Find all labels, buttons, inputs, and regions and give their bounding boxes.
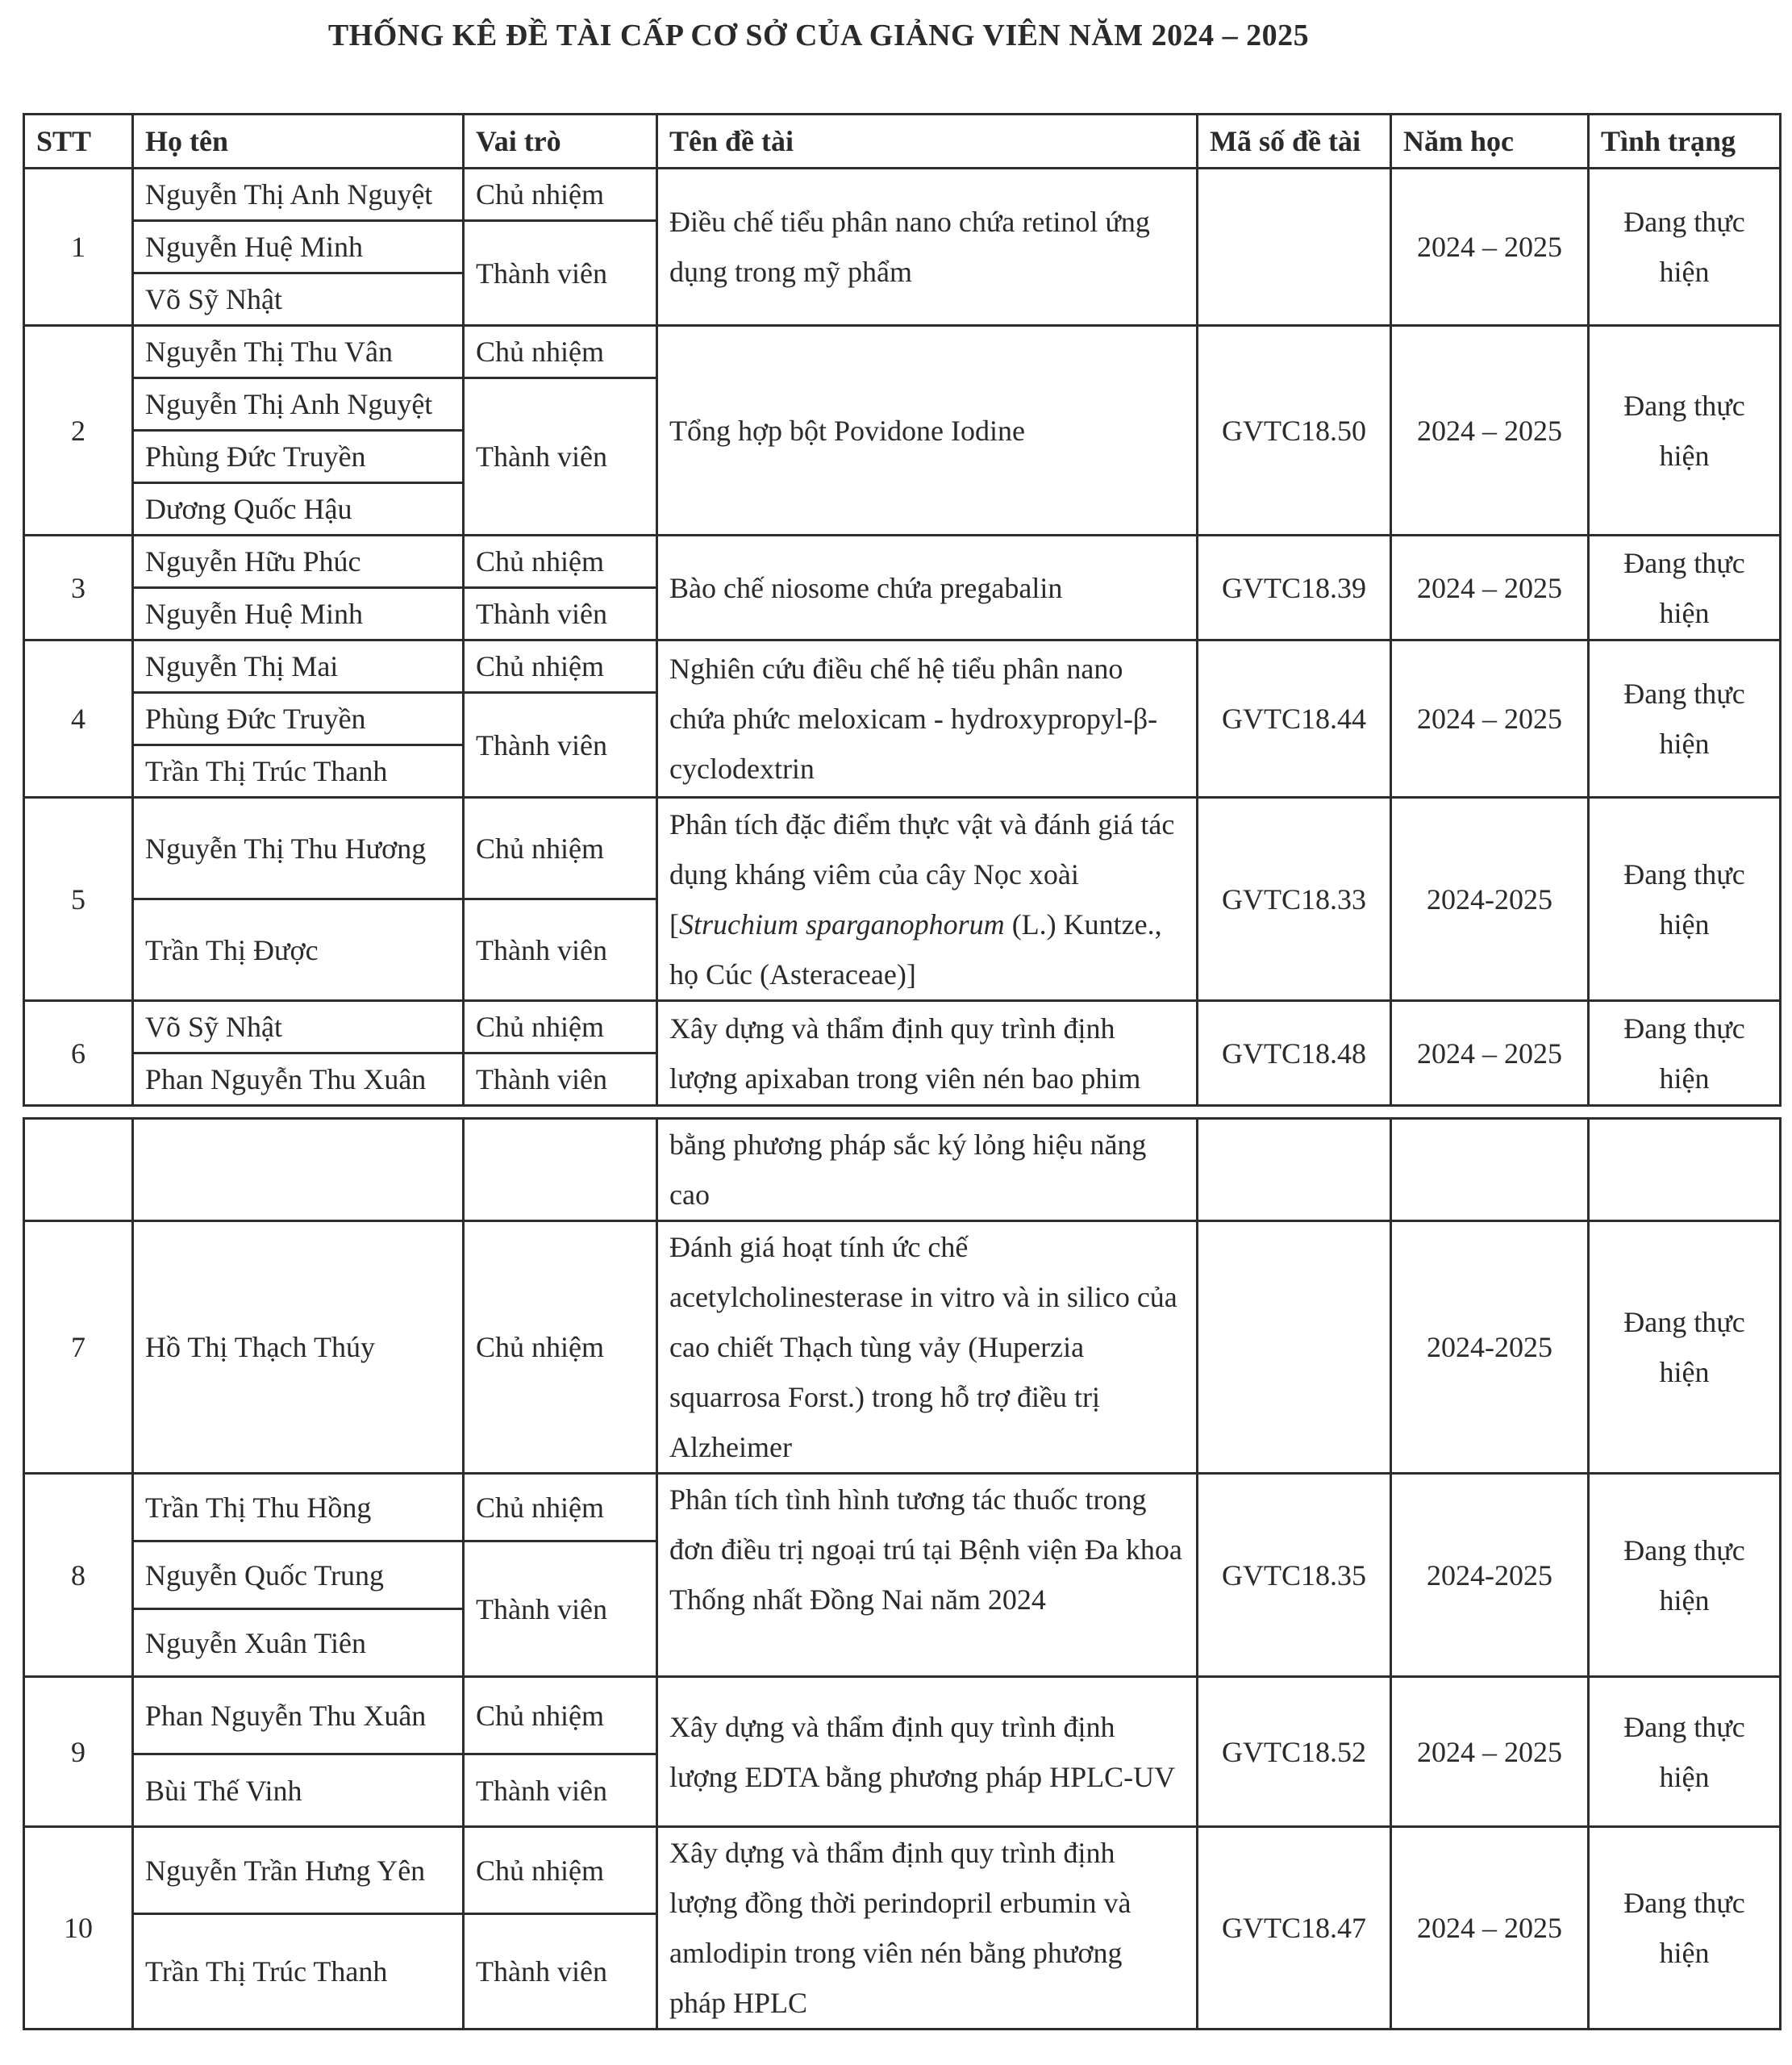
member-name: Hồ Thị Thạch Thúy	[133, 1221, 464, 1474]
table-row	[24, 1474, 1781, 1541]
member-role: Chủ nhiệm	[464, 640, 657, 693]
header-row	[24, 115, 1781, 169]
member-name: Phùng Đức Truyền	[133, 431, 464, 483]
stt-cell: 10	[24, 1827, 133, 2030]
year-cell: 2024 – 2025	[1391, 536, 1589, 640]
year-cell: 2024 – 2025	[1391, 1677, 1589, 1827]
stt-cell: 3	[24, 536, 133, 640]
topic-cell: bằng phương pháp sắc ký lỏng hiệu năng cao	[657, 1119, 1198, 1221]
research-table-part-2	[23, 1117, 1782, 2030]
member-name: Nguyễn Thị Thu Hương	[133, 798, 464, 899]
member-name: Nguyễn Thị Mai	[133, 640, 464, 693]
stt-cell: 7	[24, 1221, 133, 1474]
member-name: Dương Quốc Hậu	[133, 483, 464, 536]
member-role: Thành viên	[464, 221, 657, 326]
year-cell	[1391, 1119, 1589, 1221]
stt-cell	[24, 1119, 133, 1221]
topic-cell: Xây dựng và thẩm định quy trình định lượng đồng thời perindopril erbumin và amlodipin trong viên nén bằng phương pháp HPLC	[657, 1827, 1198, 2030]
table-row	[24, 1119, 1781, 1221]
member-name: Nguyễn Quốc Trung	[133, 1541, 464, 1609]
header-topic: Tên đề tài	[657, 115, 1198, 169]
header-code: Mã số đề tài	[1198, 115, 1391, 169]
member-role: Chủ nhiệm	[464, 169, 657, 221]
table-row	[24, 1221, 1781, 1474]
topic-text: Phân tích đặc điểm thực vật và đánh giá tác dụng kháng viêm của cây Nọc xoài [	[669, 807, 1175, 941]
status-cell: Đang thực hiện	[1589, 1827, 1781, 2030]
year-cell: 2024 – 2025	[1391, 1001, 1589, 1106]
code-cell: GVTC18.47	[1198, 1827, 1391, 2030]
year-cell: 2024 – 2025	[1391, 1827, 1589, 2030]
status-cell: Đang thực hiện	[1589, 798, 1781, 1001]
member-name: Võ Sỹ Nhật	[133, 1001, 464, 1053]
status-cell: Đang thực hiện	[1589, 536, 1781, 640]
member-role: Thành viên	[464, 1754, 657, 1827]
member-name: Trần Thị Trúc Thanh	[133, 745, 464, 798]
table-row	[24, 1677, 1781, 1754]
topic-cell: Điều chế tiểu phân nano chứa retinol ứng dụng trong mỹ phẩm	[657, 169, 1198, 326]
member-role: Thành viên	[464, 1053, 657, 1106]
code-cell: GVTC18.50	[1198, 326, 1391, 536]
year-cell: 2024 – 2025	[1391, 640, 1589, 798]
stt-cell: 1	[24, 169, 133, 326]
stt-cell: 2	[24, 326, 133, 536]
table-row	[24, 326, 1781, 378]
status-cell: Đang thực hiện	[1589, 1001, 1781, 1106]
member-role: Chủ nhiệm	[464, 1001, 657, 1053]
table-row	[24, 1001, 1781, 1053]
topic-cell: Phân tích tình hình tương tác thuốc trong đơn điều trị ngoại trú tại Bệnh viện Đa khoa Thống nhất Đồng Nai năm 2024	[657, 1474, 1198, 1677]
header-status: Tình trạng	[1589, 115, 1781, 169]
member-role: Chủ nhiệm	[464, 1474, 657, 1541]
member-role: Thành viên	[464, 378, 657, 536]
member-name: Trần Thị Được	[133, 899, 464, 1001]
stt-cell: 8	[24, 1474, 133, 1677]
member-role: Thành viên	[464, 693, 657, 798]
status-cell: Đang thực hiện	[1589, 1474, 1781, 1677]
code-cell	[1198, 169, 1391, 326]
topic-cell: Xây dựng và thẩm định quy trình định lượng apixaban trong viên nén bao phim	[657, 1001, 1198, 1106]
topic-cell: Xây dựng và thẩm định quy trình định lượng EDTA bằng phương pháp HPLC-UV	[657, 1677, 1198, 1827]
code-cell: GVTC18.52	[1198, 1677, 1391, 1827]
year-cell: 2024 – 2025	[1391, 169, 1589, 326]
member-role: Chủ nhiệm	[464, 1677, 657, 1754]
year-cell: 2024-2025	[1391, 1221, 1589, 1474]
table-row	[24, 640, 1781, 693]
topic-cell: Tổng hợp bột Povidone Iodine	[657, 326, 1198, 536]
header-role: Vai trò	[464, 115, 657, 169]
code-cell: GVTC18.39	[1198, 536, 1391, 640]
member-name: Nguyễn Trần Hưng Yên	[133, 1827, 464, 1914]
topic-cell: Bào chế niosome chứa pregabalin	[657, 536, 1198, 640]
code-cell: GVTC18.35	[1198, 1474, 1391, 1677]
member-role: Chủ nhiệm	[464, 798, 657, 899]
table-row	[24, 169, 1781, 221]
status-cell: Đang thực hiện	[1589, 169, 1781, 326]
code-cell: GVTC18.44	[1198, 640, 1391, 798]
member-role: Thành viên	[464, 1541, 657, 1677]
table-row	[24, 1827, 1781, 1914]
member-role: Thành viên	[464, 899, 657, 1001]
table-row	[24, 536, 1781, 588]
year-cell: 2024-2025	[1391, 1474, 1589, 1677]
member-name	[133, 1119, 464, 1221]
member-role: Chủ nhiệm	[464, 1221, 657, 1474]
topic-cell: Nghiên cứu điều chế hệ tiểu phân nano chứa phức meloxicam - hydroxypropyl-β-cyclodextrin	[657, 640, 1198, 798]
status-cell: Đang thực hiện	[1589, 1221, 1781, 1474]
member-name: Bùi Thế Vinh	[133, 1754, 464, 1827]
status-cell: Đang thực hiện	[1589, 1677, 1781, 1827]
code-cell: GVTC18.33	[1198, 798, 1391, 1001]
member-role: Thành viên	[464, 1914, 657, 2030]
header-stt: STT	[24, 115, 133, 169]
stt-cell: 6	[24, 1001, 133, 1106]
member-name: Nguyễn Thị Anh Nguyệt	[133, 169, 464, 221]
stt-cell: 9	[24, 1677, 133, 1827]
year-cell: 2024 – 2025	[1391, 326, 1589, 536]
member-role: Thành viên	[464, 588, 657, 640]
status-cell: Đang thực hiện	[1589, 326, 1781, 536]
member-name: Trần Thị Thu Hồng	[133, 1474, 464, 1541]
species-name: Struchium sparganophorum	[679, 907, 1005, 941]
research-table-part-1	[23, 113, 1782, 1107]
member-name: Nguyễn Hữu Phúc	[133, 536, 464, 588]
code-cell	[1198, 1221, 1391, 1474]
stt-cell: 4	[24, 640, 133, 798]
member-name: Nguyễn Xuân Tiên	[133, 1609, 464, 1677]
member-role: Chủ nhiệm	[464, 326, 657, 378]
member-name: Nguyễn Thị Thu Vân	[133, 326, 464, 378]
document-title: THỐNG KÊ ĐỀ TÀI CẤP CƠ SỞ CỦA GIẢNG VIÊN NĂM 2024 – 2025	[327, 19, 1310, 52]
status-cell: Đang thực hiện	[1589, 640, 1781, 798]
stt-cell: 5	[24, 798, 133, 1001]
header-year: Năm học	[1391, 115, 1589, 169]
member-name: Trần Thị Trúc Thanh	[133, 1914, 464, 2030]
member-role	[464, 1119, 657, 1221]
code-cell	[1198, 1119, 1391, 1221]
member-name: Phan Nguyễn Thu Xuân	[133, 1053, 464, 1106]
status-cell	[1589, 1119, 1781, 1221]
member-name: Nguyễn Huệ Minh	[133, 221, 464, 273]
topic-cell	[657, 798, 1198, 1001]
code-cell: GVTC18.48	[1198, 1001, 1391, 1106]
member-role: Chủ nhiệm	[464, 536, 657, 588]
year-cell: 2024-2025	[1391, 798, 1589, 1001]
member-role: Chủ nhiệm	[464, 1827, 657, 1914]
member-name: Nguyễn Huệ Minh	[133, 588, 464, 640]
table-row	[24, 798, 1781, 899]
member-name: Nguyễn Thị Anh Nguyệt	[133, 378, 464, 431]
header-name: Họ tên	[133, 115, 464, 169]
member-name: Võ Sỹ Nhật	[133, 273, 464, 326]
topic-text: (L.) Kuntze., họ Cúc (Asteraceae)]	[669, 907, 1162, 991]
topic-cell: Đánh giá hoạt tính ức chế acetylcholinesterase in vitro và in silico của cao chiết Thạch tùng vảy (Huperzia squarrosa Forst.) trong hỗ trợ điều trị Alzheimer	[657, 1221, 1198, 1474]
member-name: Phan Nguyễn Thu Xuân	[133, 1677, 464, 1754]
member-name: Phùng Đức Truyền	[133, 693, 464, 745]
